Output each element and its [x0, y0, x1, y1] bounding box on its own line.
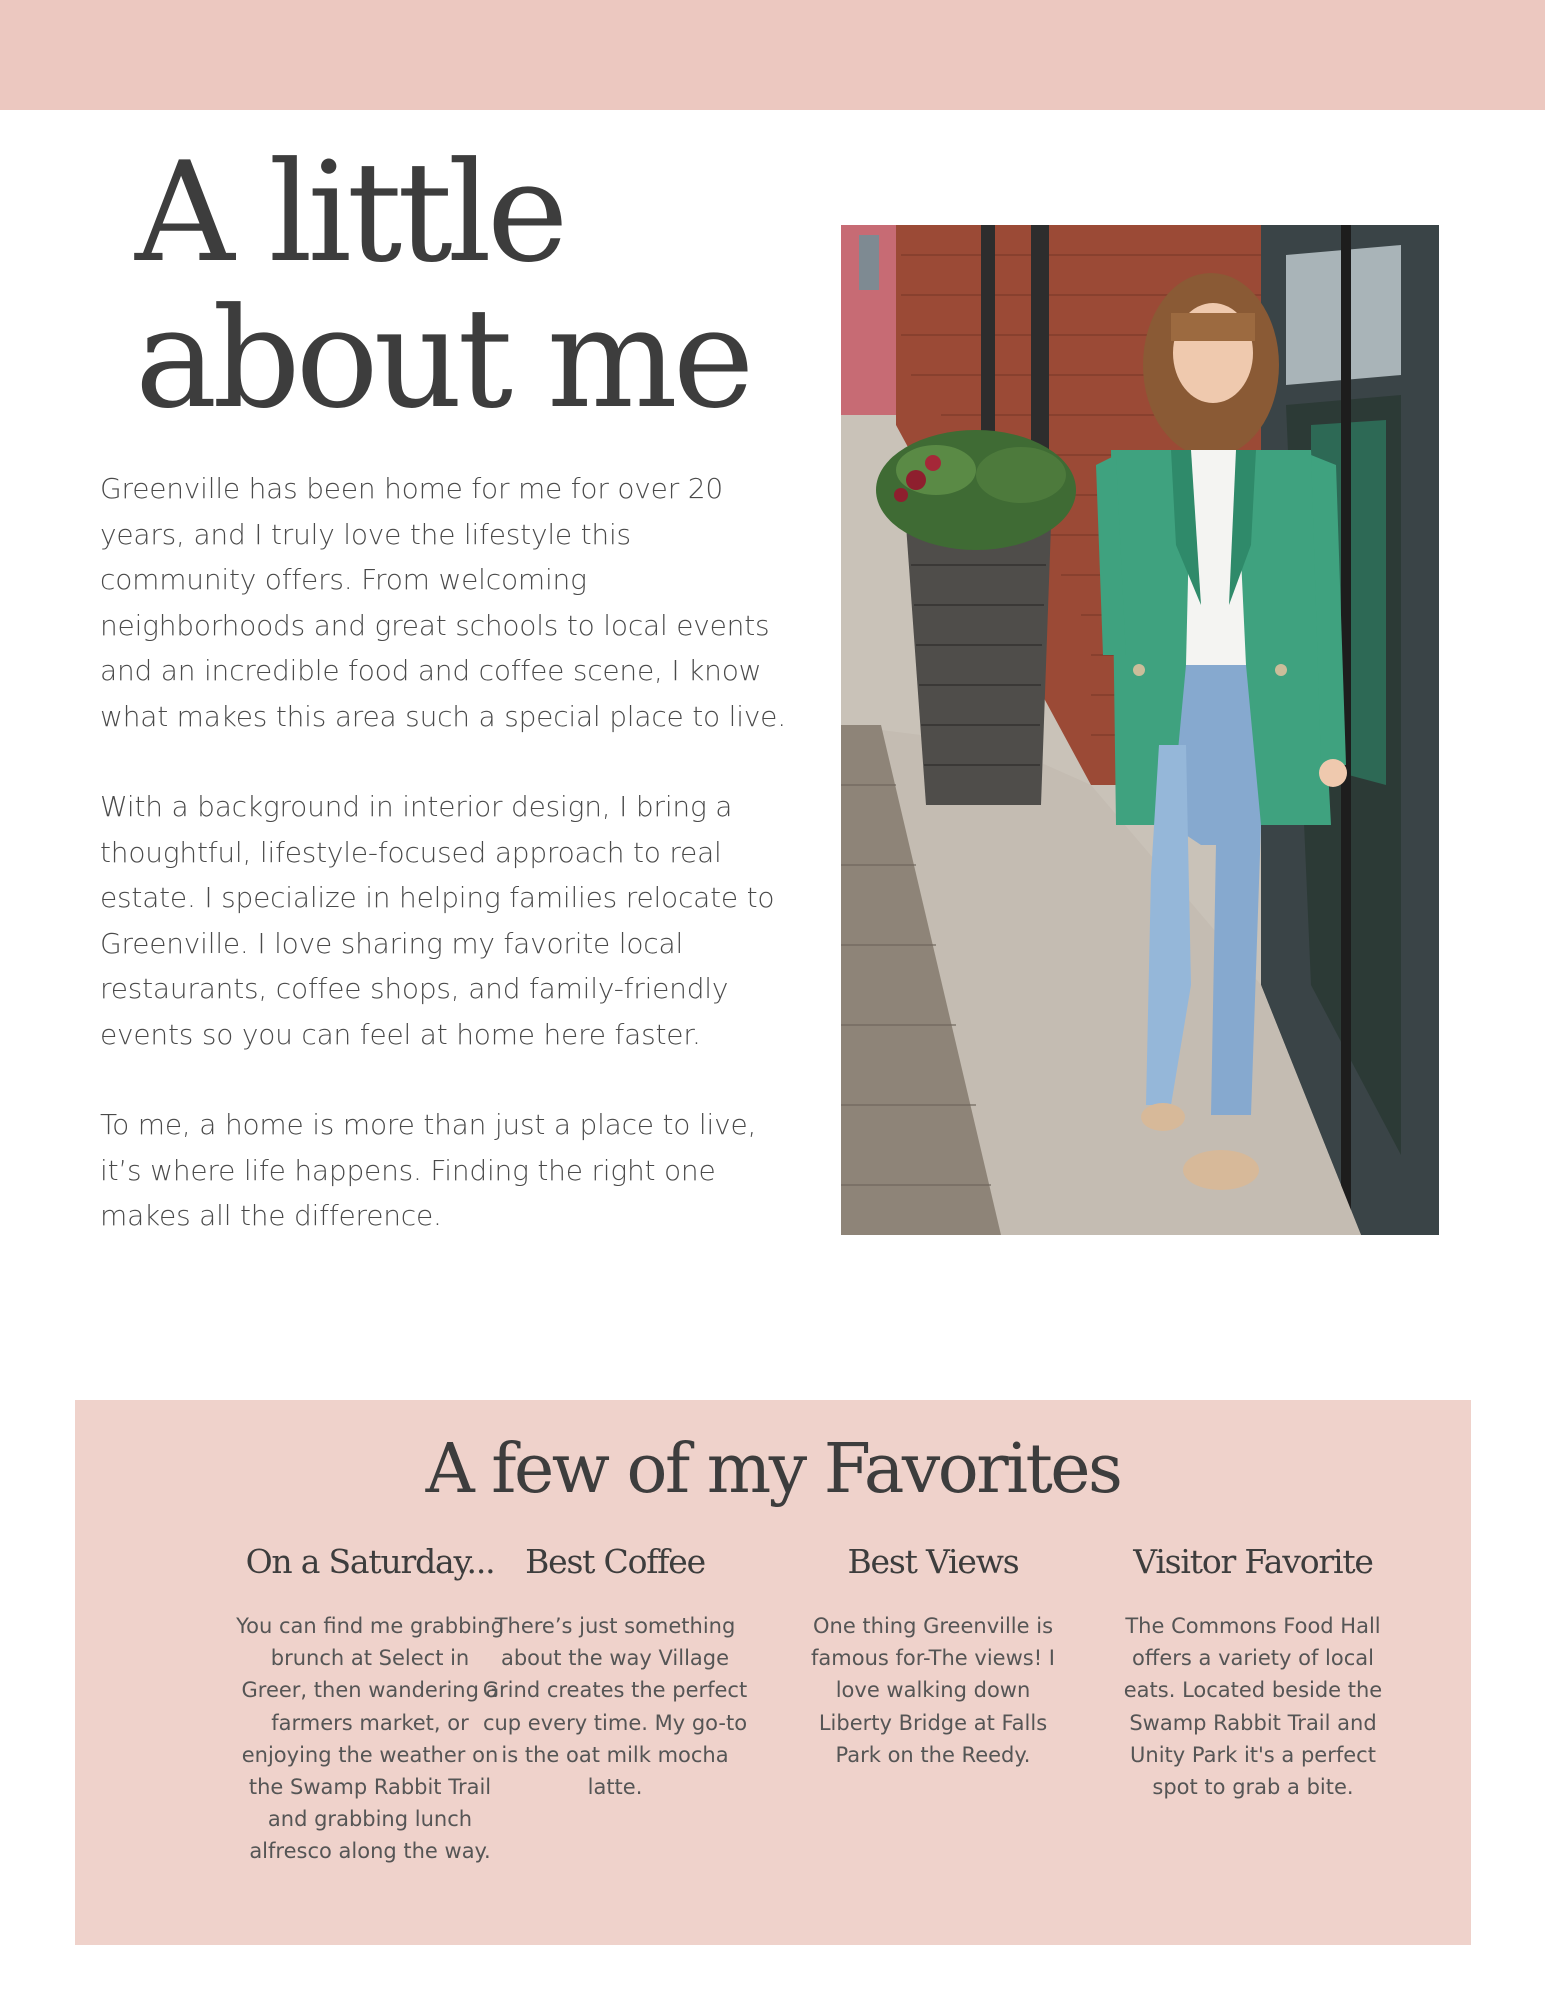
favorite-card-saturday: [235, 1540, 505, 1868]
top-accent-band: [0, 0, 1545, 110]
intro-paragraph-2: With a background in interior design, I bring a thoughtful, lifestyle-focused approach to real estate. I specialize in helping families relocate to Greenville. I love sharing my favorite local restaurants, coffee shops, and family-friendly events so you can feel at home here faster.: [100, 790, 775, 1051]
favorite-heading: Visitor Favorite: [1133, 1542, 1373, 1581]
favorite-text: One thing Greenville is famous for-The views! I love walking down Liberty Bridge at Falls Park on the Reedy.: [811, 1614, 1055, 1767]
page-title-line-1: A little: [135, 132, 564, 293]
favorite-heading: Best Views: [847, 1542, 1019, 1581]
intro-paragraph-1: Greenville has been home for me for over 20 years, and I truly love the lifestyle this community offers. From welcoming neighborhoods and great schools to local events and an incredible food and coffee scene, I know what makes this area such a special place to live.: [100, 472, 786, 733]
page-title: [135, 132, 750, 439]
favorites-title: A few of my Favorites: [425, 1430, 1121, 1509]
favorite-text: You can find me grabbing brunch at Select in Greer, then wandering a farmers market, or enjoying the weather on the Swamp Rabbit Trail and grabbing lunch alfresco along the way.: [236, 1614, 504, 1864]
portrait-photo: [841, 225, 1439, 1235]
intro-paragraph-3: To me, a home is more than just a place to live, it’s where life happens. Finding the right one makes all the difference.: [100, 1108, 757, 1232]
favorite-card-coffee: [480, 1540, 750, 1803]
portrait-photo-illustration: [841, 225, 1439, 1235]
favorites-panel: [75, 1400, 1471, 1945]
favorite-heading: On a Saturday...: [245, 1542, 495, 1581]
favorite-card-views: [798, 1540, 1068, 1771]
intro-text: [100, 466, 790, 1284]
favorite-heading: Best Coffee: [525, 1542, 705, 1581]
favorite-text: There’s just something about the way Village Grind creates the perfect cup every time. My go-to is the oat milk mocha latte.: [482, 1614, 748, 1800]
favorite-text: The Commons Food Hall offers a variety of local eats. Located beside the Swamp Rabbit Trail and Unity Park it's a perfect spot to grab a bite.: [1123, 1614, 1383, 1800]
favorite-card-visitor: [1118, 1540, 1388, 1803]
page-title-line-2: about me: [135, 278, 750, 439]
